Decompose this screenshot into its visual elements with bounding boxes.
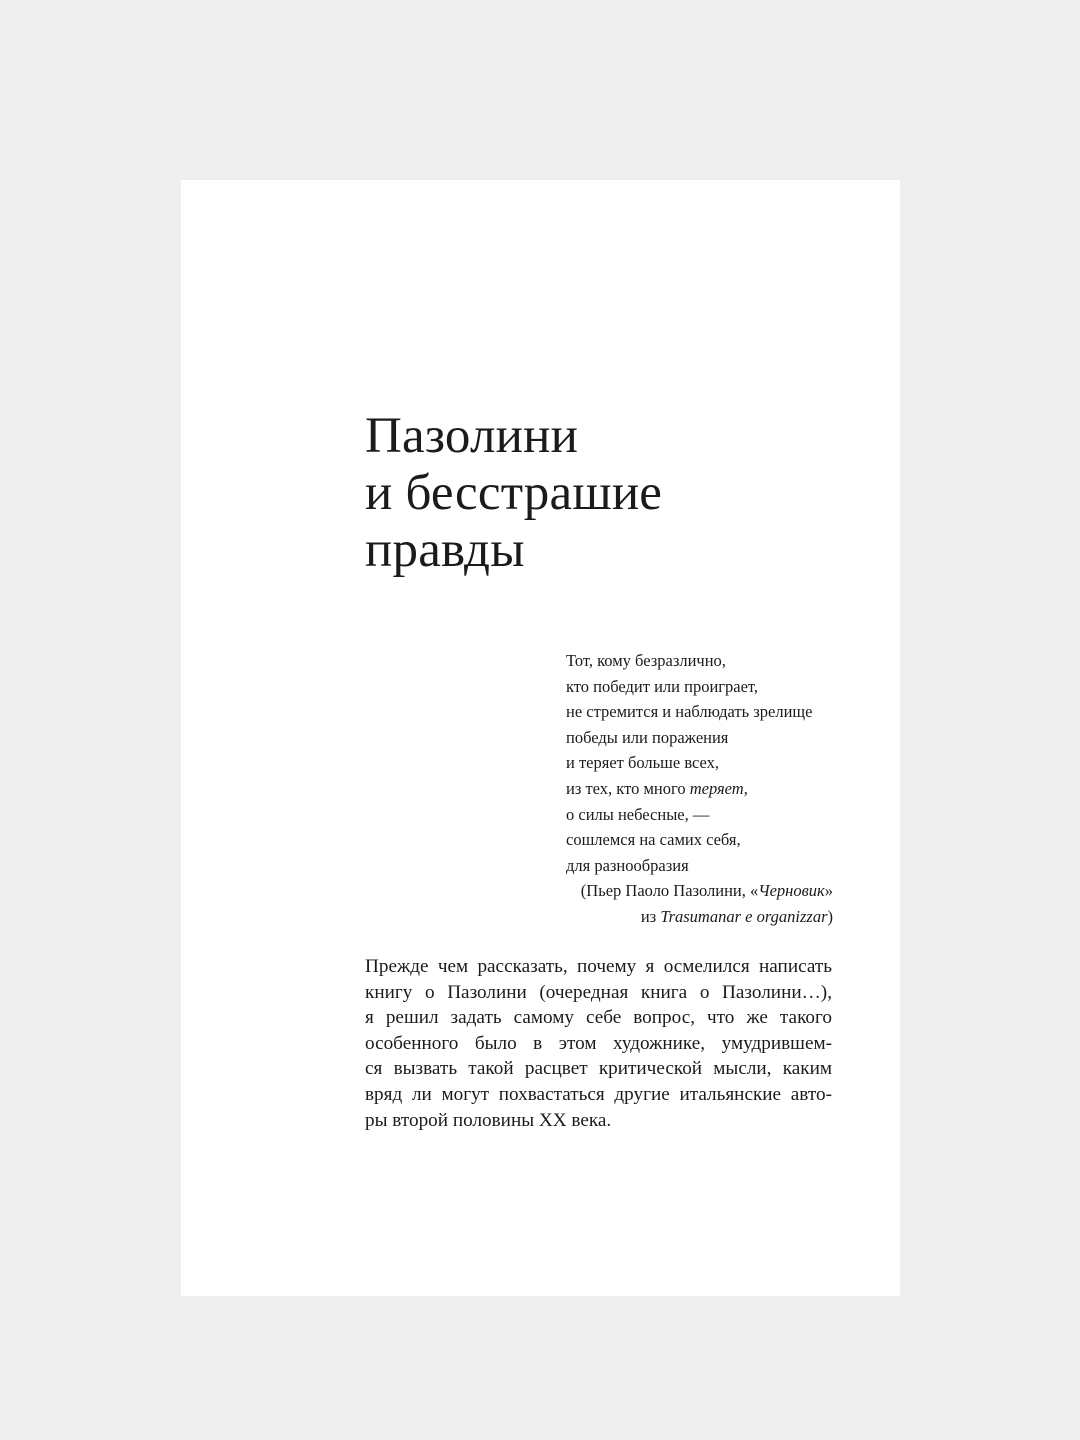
attribution-quote-close: » — [824, 881, 833, 901]
body-line: особенного было в этом художнике, умудрившем- — [365, 1032, 832, 1054]
epigraph-text: из тех, кто много — [566, 778, 690, 798]
attribution-collection: Trasumanar e organizzar — [660, 906, 828, 926]
chapter-title-line: правды — [365, 522, 525, 578]
epigraph-line: кто победит или проиграет, — [566, 676, 759, 696]
chapter-title-line: Пазолини — [365, 408, 579, 464]
epigraph — [566, 648, 833, 930]
body-paragraph — [365, 954, 832, 1133]
epigraph-punct: , — [743, 778, 748, 798]
chapter-title — [365, 408, 662, 579]
attribution-from: из — [640, 906, 661, 926]
attribution-author: (Пьер Паоло Пазолини, « — [580, 881, 759, 901]
attribution-end: ) — [827, 906, 833, 926]
epigraph-line: сошлемся на самих себя, — [566, 830, 741, 850]
chapter-title-line: и бесстрашие — [365, 465, 663, 521]
epigraph-line: и теряет больше всех, — [566, 753, 720, 773]
body-line: книгу о Пазолини (очередная книга о Пазолини…), — [365, 981, 832, 1003]
attribution-work: Черновик — [758, 881, 825, 901]
body-line: Прежде чем рассказать, почему я осмелился написать — [365, 956, 832, 977]
body-line: вряд ли могут похвастаться другие итальянские авто- — [365, 1083, 832, 1105]
epigraph-emphasis: теряет — [689, 778, 744, 798]
epigraph-line: о силы небесные, — — [566, 804, 710, 824]
epigraph-line: для разнообразия — [566, 855, 689, 875]
body-line: ры второй половины XX века. — [365, 1109, 612, 1131]
epigraph-line-with-emphasis — [566, 776, 833, 802]
epigraph-attribution — [566, 878, 833, 904]
epigraph-line: Тот, кому безразлично, — [566, 651, 726, 670]
epigraph-line: не стремится и наблюдать зрелище — [566, 702, 813, 722]
epigraph-line: победы или поражения — [566, 727, 729, 747]
book-page — [181, 180, 900, 1296]
body-line: я решил задать самому себе вопрос, что же такого — [365, 1007, 832, 1029]
body-line: ся вызвать такой расцвет критической мысли, каким — [365, 1058, 832, 1080]
epigraph-attribution-source — [566, 904, 833, 930]
